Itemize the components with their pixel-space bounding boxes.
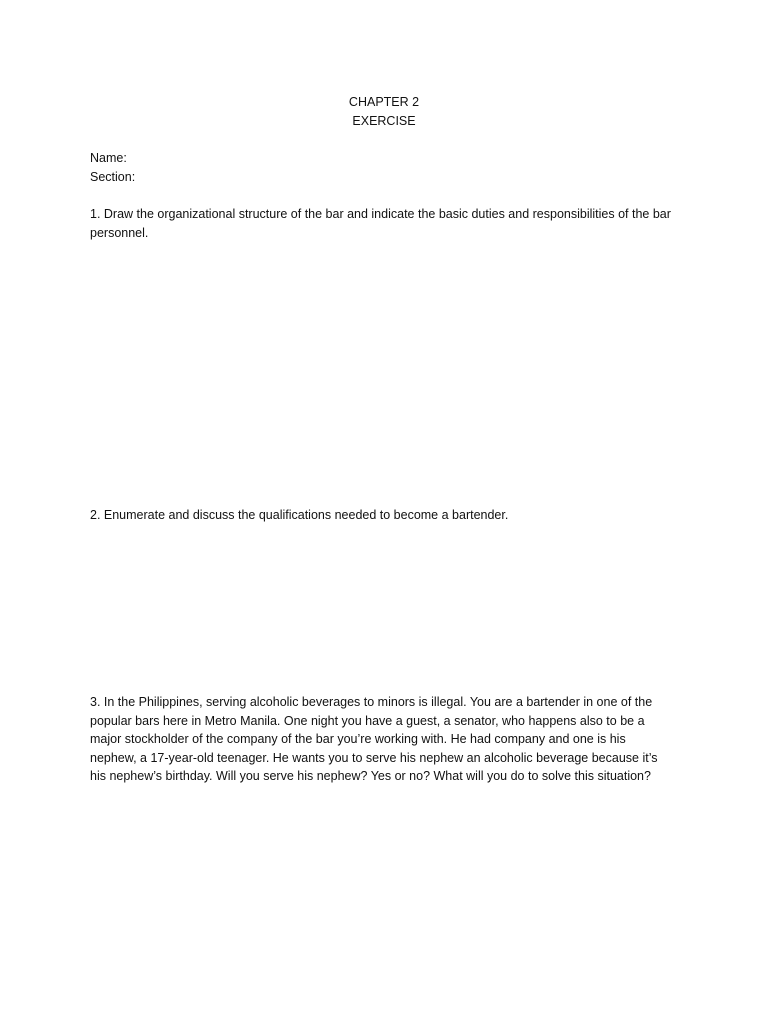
question-3: 3. In the Philippines, serving alcoholic beverages to minors is illegal. You are a bartender in one of the popular bars here in Metro Manila. One night you have a guest, a senator, who happens also to be a major stockholder of the company of the bar you’re working with. He had company and one is his nephew, a 17-year-old teenager. He wants you to serve his nephew an alcoholic beverage because it’s his nephew’s birthday. Will you serve his nephew? Yes or no? What will you do to solve this situation? bbox=[90, 695, 658, 784]
section-label: Section: bbox=[90, 170, 136, 184]
question-2: 2. Enumerate and discuss the qualifications needed to become a bartender. bbox=[90, 508, 509, 522]
chapter-title: CHAPTER 2 bbox=[348, 95, 420, 109]
name-label: Name: bbox=[90, 151, 127, 165]
question-1: 1. Draw the organizational structure of the bar and indicate the basic duties and responsibilities of the bar personnel. bbox=[90, 207, 671, 240]
exercise-title: EXERCISE bbox=[352, 114, 416, 128]
